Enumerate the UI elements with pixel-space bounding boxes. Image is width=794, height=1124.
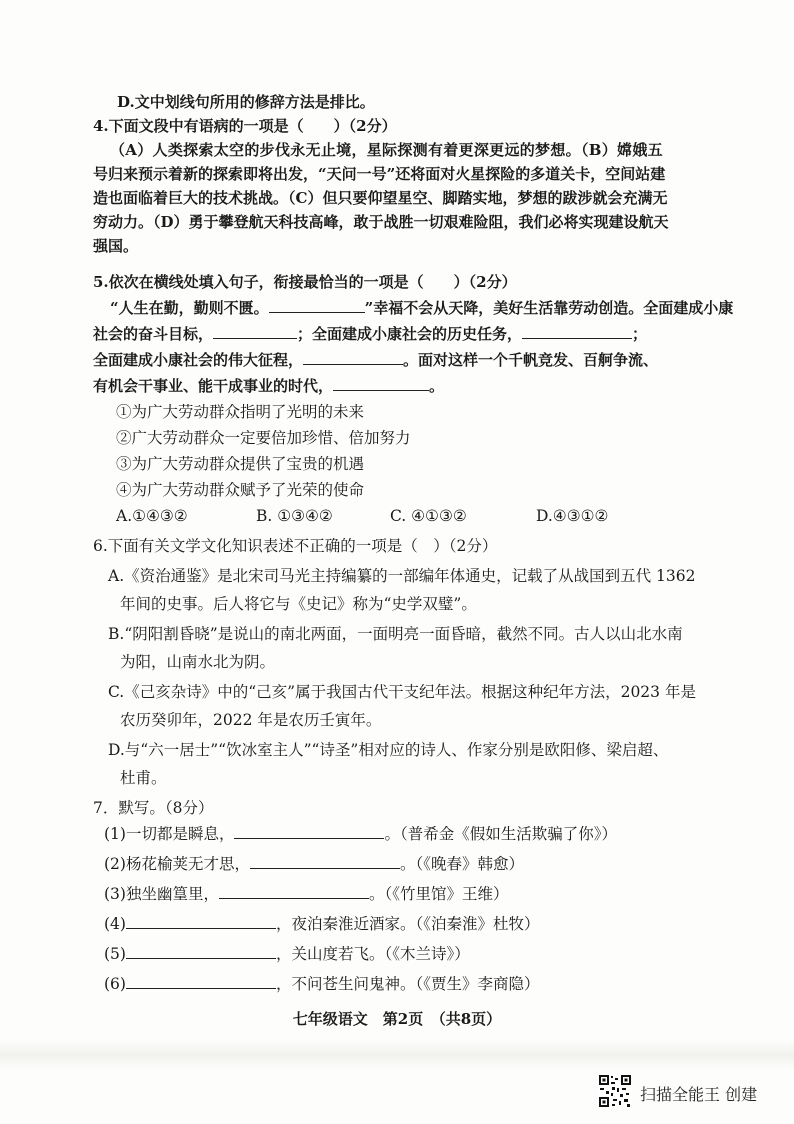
q7-text: (6): [104, 975, 126, 993]
scan-shadow: [0, 1040, 794, 1070]
q6-option-line: 杜甫。: [120, 769, 167, 787]
q7-stem: 7．默写。（8分）: [93, 799, 214, 817]
q5-passage-line: [93, 376, 444, 396]
page-footer: 七年级语文 第2页 （共8页）: [292, 1010, 502, 1028]
q5-text: 。面对这样一个千帆竞发、百舸争流、: [403, 351, 659, 369]
q5-passage-line: [93, 350, 658, 370]
q7-text: 。（《竹里馆》王维）: [368, 885, 509, 903]
q4-stem: 4.下面文段中有语病的一项是（ ）（2分）: [93, 117, 397, 135]
q7-item: [104, 914, 539, 934]
q7-text: 。（《晚春》韩愈）: [399, 855, 524, 873]
q7-text: ，关山度若飞。（《木兰诗》）: [275, 945, 470, 963]
q5-item: ③为广大劳动群众提供了宝贵的机遇: [116, 455, 365, 473]
fill-blank[interactable]: [213, 324, 297, 339]
fill-blank[interactable]: [126, 944, 276, 959]
q6-option-line: A.《资治通鉴》是北宋司马光主持编纂的一部编年体通史，记载了从战国到五代 1362: [108, 567, 696, 585]
q5-option-b[interactable]: B. ①③④②: [256, 507, 333, 525]
q6-option-line: 为阳，山南水北为阴。: [120, 653, 276, 671]
q4-text-line: 造也面临着巨大的技术挑战。（C）但只要仰望星空、脚踏实地，梦想的跋涉就会充满无: [93, 189, 668, 207]
q5-option-c[interactable]: C. ④①③②: [390, 507, 467, 525]
q7-item: [104, 824, 617, 844]
fill-blank[interactable]: [269, 298, 365, 313]
scanner-brand-label: 扫描全能王 创建: [640, 1085, 758, 1104]
q7-item: [104, 974, 539, 994]
q5-item: ①为广大劳动群众指明了光明的未来: [116, 403, 365, 421]
q3-option-d: D.文中划线句所用的修辞方法是排比。: [117, 93, 375, 111]
q4-text-line: 强国。: [93, 237, 139, 255]
fill-blank[interactable]: [126, 974, 276, 989]
q5-text: “人生在勤，勤则不匮。: [110, 299, 269, 317]
fill-blank[interactable]: [522, 324, 632, 339]
q5-passage-line: [93, 324, 647, 344]
q5-passage-line: [110, 298, 733, 318]
q7-item: [104, 884, 508, 904]
q6-option-line: 农历癸卯年，2022 年是农历壬寅年。: [120, 711, 382, 729]
fill-blank[interactable]: [126, 914, 276, 929]
q7-text: (5): [104, 945, 126, 963]
q5-text: 社会的奋斗目标，: [93, 325, 214, 343]
q4-text-line: 穷动力。（D）勇于攀登航天科技高峰，敢于战胜一切艰难险阻，我们必将实现建设航天: [93, 213, 669, 231]
fill-blank[interactable]: [234, 824, 384, 839]
fill-blank[interactable]: [303, 350, 403, 365]
q7-text: (1)一切都是瞬息，: [104, 825, 235, 843]
q7-text: (3)独坐幽篁里，: [104, 885, 219, 903]
q7-text: (2)杨花榆荚无才思，: [104, 855, 250, 873]
q6-stem: 6.下面有关文学文化知识表述不正确的一项是（ ）（2分）: [93, 537, 498, 555]
q5-option-d[interactable]: D.④③①②: [536, 507, 609, 525]
q7-text: (4): [104, 915, 126, 933]
q7-item: [104, 944, 470, 964]
qr-code-icon: [598, 1074, 632, 1108]
q5-stem: 5.依次在横线处填入句子，衔接最恰当的一项是（ ）（2分）: [93, 273, 517, 291]
q5-text: 全面建成小康社会的伟大征程，: [93, 351, 304, 369]
q6-option-line: D.与“六一居士”“饮冰室主人”“诗圣”相对应的诗人、作家分别是欧阳修、梁启超、: [108, 741, 669, 759]
q7-item: [104, 854, 524, 874]
q4-text-line: （A）人类探索太空的步伐永无止境，星际探测有着更深更远的梦想。（B）嫦娥五: [110, 141, 663, 159]
fill-blank[interactable]: [333, 376, 429, 391]
q5-text: ；全面建成小康社会的历史任务，: [297, 325, 523, 343]
q5-text: ；: [632, 325, 648, 343]
q5-text: 。: [429, 377, 445, 395]
q6-option-line: C.《己亥杂诗》中的“己亥”属于我国古代干支纪年法。根据这种纪年方法，2023 年是: [108, 683, 696, 701]
q6-option-line: B.“阴阳割昏晓”是说山的南北两面，一面明亮一面昏暗，截然不同。古人以山北水南: [108, 625, 683, 643]
q7-text: 。（普希金《假如生活欺骗了你》）: [384, 825, 617, 843]
q4-text-line: 号归来预示着新的探索即将出发，“天问一号”还将面对火星探险的多道关卡，空间站建: [93, 165, 666, 183]
q5-item: ②广大劳动群众一定要倍加珍惜、倍加努力: [116, 429, 411, 447]
q5-option-a[interactable]: A.①④③②: [116, 507, 188, 525]
q7-text: ，夜泊秦淮近酒家。（《泊秦淮》杜牧）: [275, 915, 540, 933]
q5-item: ④为广大劳动群众赋予了光荣的使命: [116, 481, 365, 499]
fill-blank[interactable]: [250, 854, 400, 869]
q6-option-line: 年间的史事。后人将它与《史记》称为“史学双璧”。: [120, 595, 477, 613]
q5-text: 有机会干事业、能干成事业的时代，: [93, 377, 334, 395]
q7-text: ，不问苍生问鬼神。（《贾生》李商隐）: [275, 975, 540, 993]
q5-text: ”幸福不会从天降，美好生活靠劳动创造。全面建成小康: [364, 299, 734, 317]
fill-blank[interactable]: [219, 884, 369, 899]
